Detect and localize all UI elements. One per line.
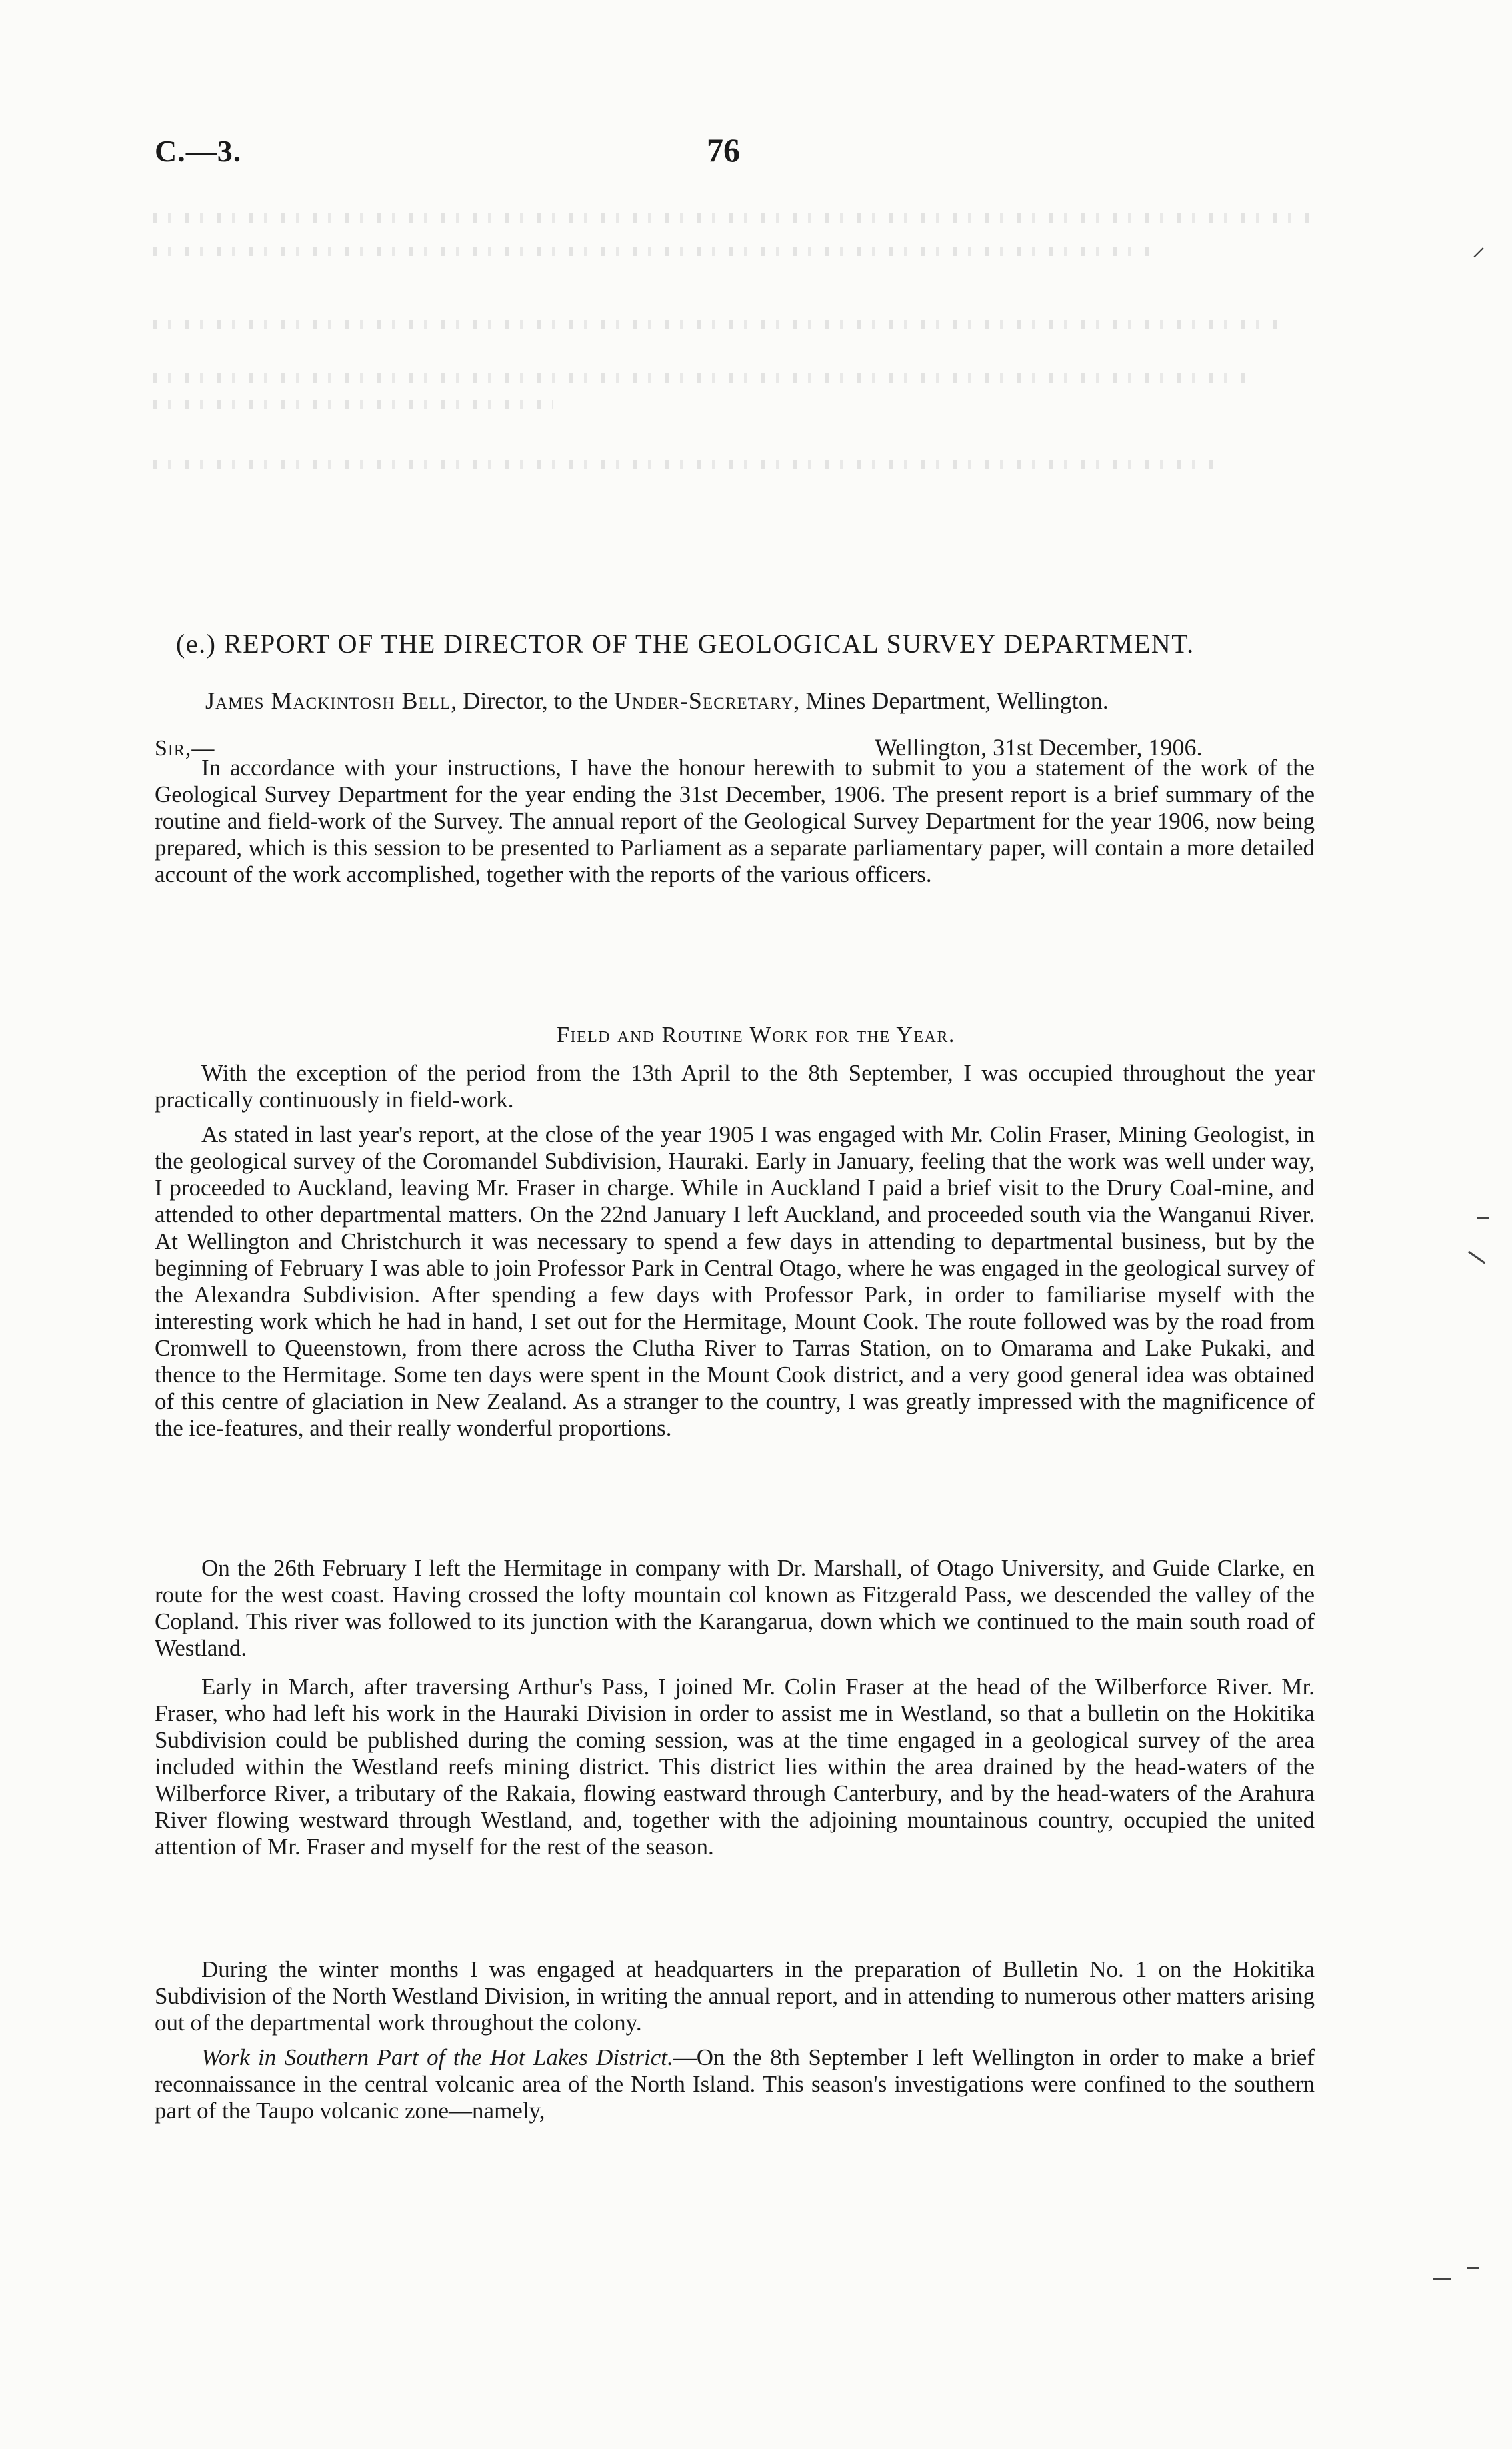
document-reference: C.—3.	[155, 134, 242, 168]
author-name: James Mackintosh Bell	[205, 687, 451, 714]
bleed-through-line	[153, 400, 553, 409]
paragraph-6	[155, 2044, 1315, 2124]
margin-dash	[1468, 1251, 1485, 1264]
addressee-text-1: , Director, to the	[451, 687, 614, 714]
bleed-through-line	[153, 247, 1153, 256]
salutation: Sir,—	[155, 736, 215, 761]
paragraph-1: With the exception of the period from the 13th April to the 8th September, I was occupied throughout the year practically continuously in field-work.	[155, 1060, 1315, 1113]
bleed-through-line	[153, 320, 1287, 329]
margin-dash	[1433, 2278, 1451, 2280]
margin-mark: ⸝	[1472, 231, 1485, 261]
page-number: 76	[707, 131, 740, 169]
bleed-through-line	[153, 460, 1220, 469]
paragraph-5: During the winter months I was engaged at headquarters in the preparation of Bulletin No. 1 on the Hokitika Subdivision of the North Westland Division, in writing the annual report, and in attending to numerous other matters arising out of the departmental work throughout the colony.	[155, 1956, 1315, 2036]
addressee-text-2: , Mines Department, Wellington.	[793, 687, 1109, 714]
recipient-title: Under-Secretary	[613, 687, 794, 714]
report-title: (e.) REPORT OF THE DIRECTOR OF THE GEOLOGICAL SURVEY DEPARTMENT.	[176, 629, 1195, 659]
margin-dash	[1477, 1217, 1489, 1219]
dateline: Wellington, 31st December, 1906.	[875, 734, 1203, 761]
bleed-through-line	[153, 373, 1253, 383]
margin-dash	[1467, 2267, 1479, 2269]
paragraph-2: As stated in last year's report, at the close of the year 1905 I was engaged with Mr. Colin Fraser, Mining Geologist, in the geological survey of the Coromandel Subdivision, Hauraki. Early in January, feeling that the work was well under way, I proceeded to Auckland, leaving Mr. Fraser in charge. While in Auckland I paid a brief visit to the Drury Coal-mine, and attended to other departmental matters. On the 22nd January I left Auckland, and proceeded south via the Wanganui River. At Wellington and Christchurch it was necessary to spend a few days in attending to departmental business, but by the beginning of February I was able to join Professor Park in Central Otago, where he was engaged in the geological survey of the Alexandra Subdivision. After spending a few days with Professor Park, in order to familiarise myself with the interesting work which he had in hand, I set out for the Hermitage, Mount Cook. The route followed was by the road from Cromwell to Queenstown, from there across the Clutha River to Tarras Station, on to Omarama and Lake Pukaki, and thence to the Hermitage. Some ten days were spent in the Mount Cook district, and a very good general idea was obtained of this centre of glaciation in New Zealand. As a stranger to the country, I was greatly impressed with the magnificence of the ice-features, and their really wonderful proportions.	[155, 1121, 1315, 1441]
paragraph-3: On the 26th February I left the Hermitage in company with Dr. Marshall, of Otago University, and Guide Clarke, en route for the west coast. Having crossed the lofty mountain col known as Fitzgerald Pass, we descended the valley of the Copland. This river was followed to its junction with the Karangarua, down which we continued to the main south road of Westland.	[155, 1555, 1315, 1661]
paragraph-4: Early in March, after traversing Arthur's Pass, I joined Mr. Colin Fraser at the head of the Wilberforce River. Mr. Fraser, who had left his work in the Hauraki Division in order to assist me in Westland, so that a bulletin on the Hokitika Subdivision could be published during the coming session, was at the time engaged in a geological survey of the area included within the Westland reefs mining district. This district lies within the area drained by the head-waters of the Wilberforce River, a tributary of the Rakaia, flowing eastward through Canterbury, and by the head-waters of the Arahura River flowing westward through Westland, and, together with the adjoining mountainous country, occupied the united attention of Mr. Fraser and myself for the rest of the season.	[155, 1674, 1315, 1860]
bleed-through-line	[153, 213, 1313, 223]
paragraph-6-lead: Work in Southern Part of the Hot Lakes District.	[201, 2044, 673, 2070]
section-heading: Field and Routine Work for the Year.	[557, 1023, 955, 1047]
paragraph-6-body: —On the 8th September I left Wellington in order to make a brief reconnaissance in the central volcanic area of the North Island. This season's investigations were confined to the southern part of the Taupo volcanic zone—namely,	[155, 2044, 1315, 2124]
intro-paragraph: In accordance with your instructions, I have the honour herewith to submit to you a statement of the work of the Geological Survey Department for the year ending the 31st December, 1906. The present report is a brief summary of the routine and field-work of the Survey. The annual report of the Geological Survey Department for the year 1906, now being prepared, which is this session to be presented to Parliament as a separate parliamentary paper, will contain a more detailed account of the work accomplished, together with the reports of the various officers.	[155, 755, 1315, 887]
addressee-line	[205, 687, 1109, 715]
